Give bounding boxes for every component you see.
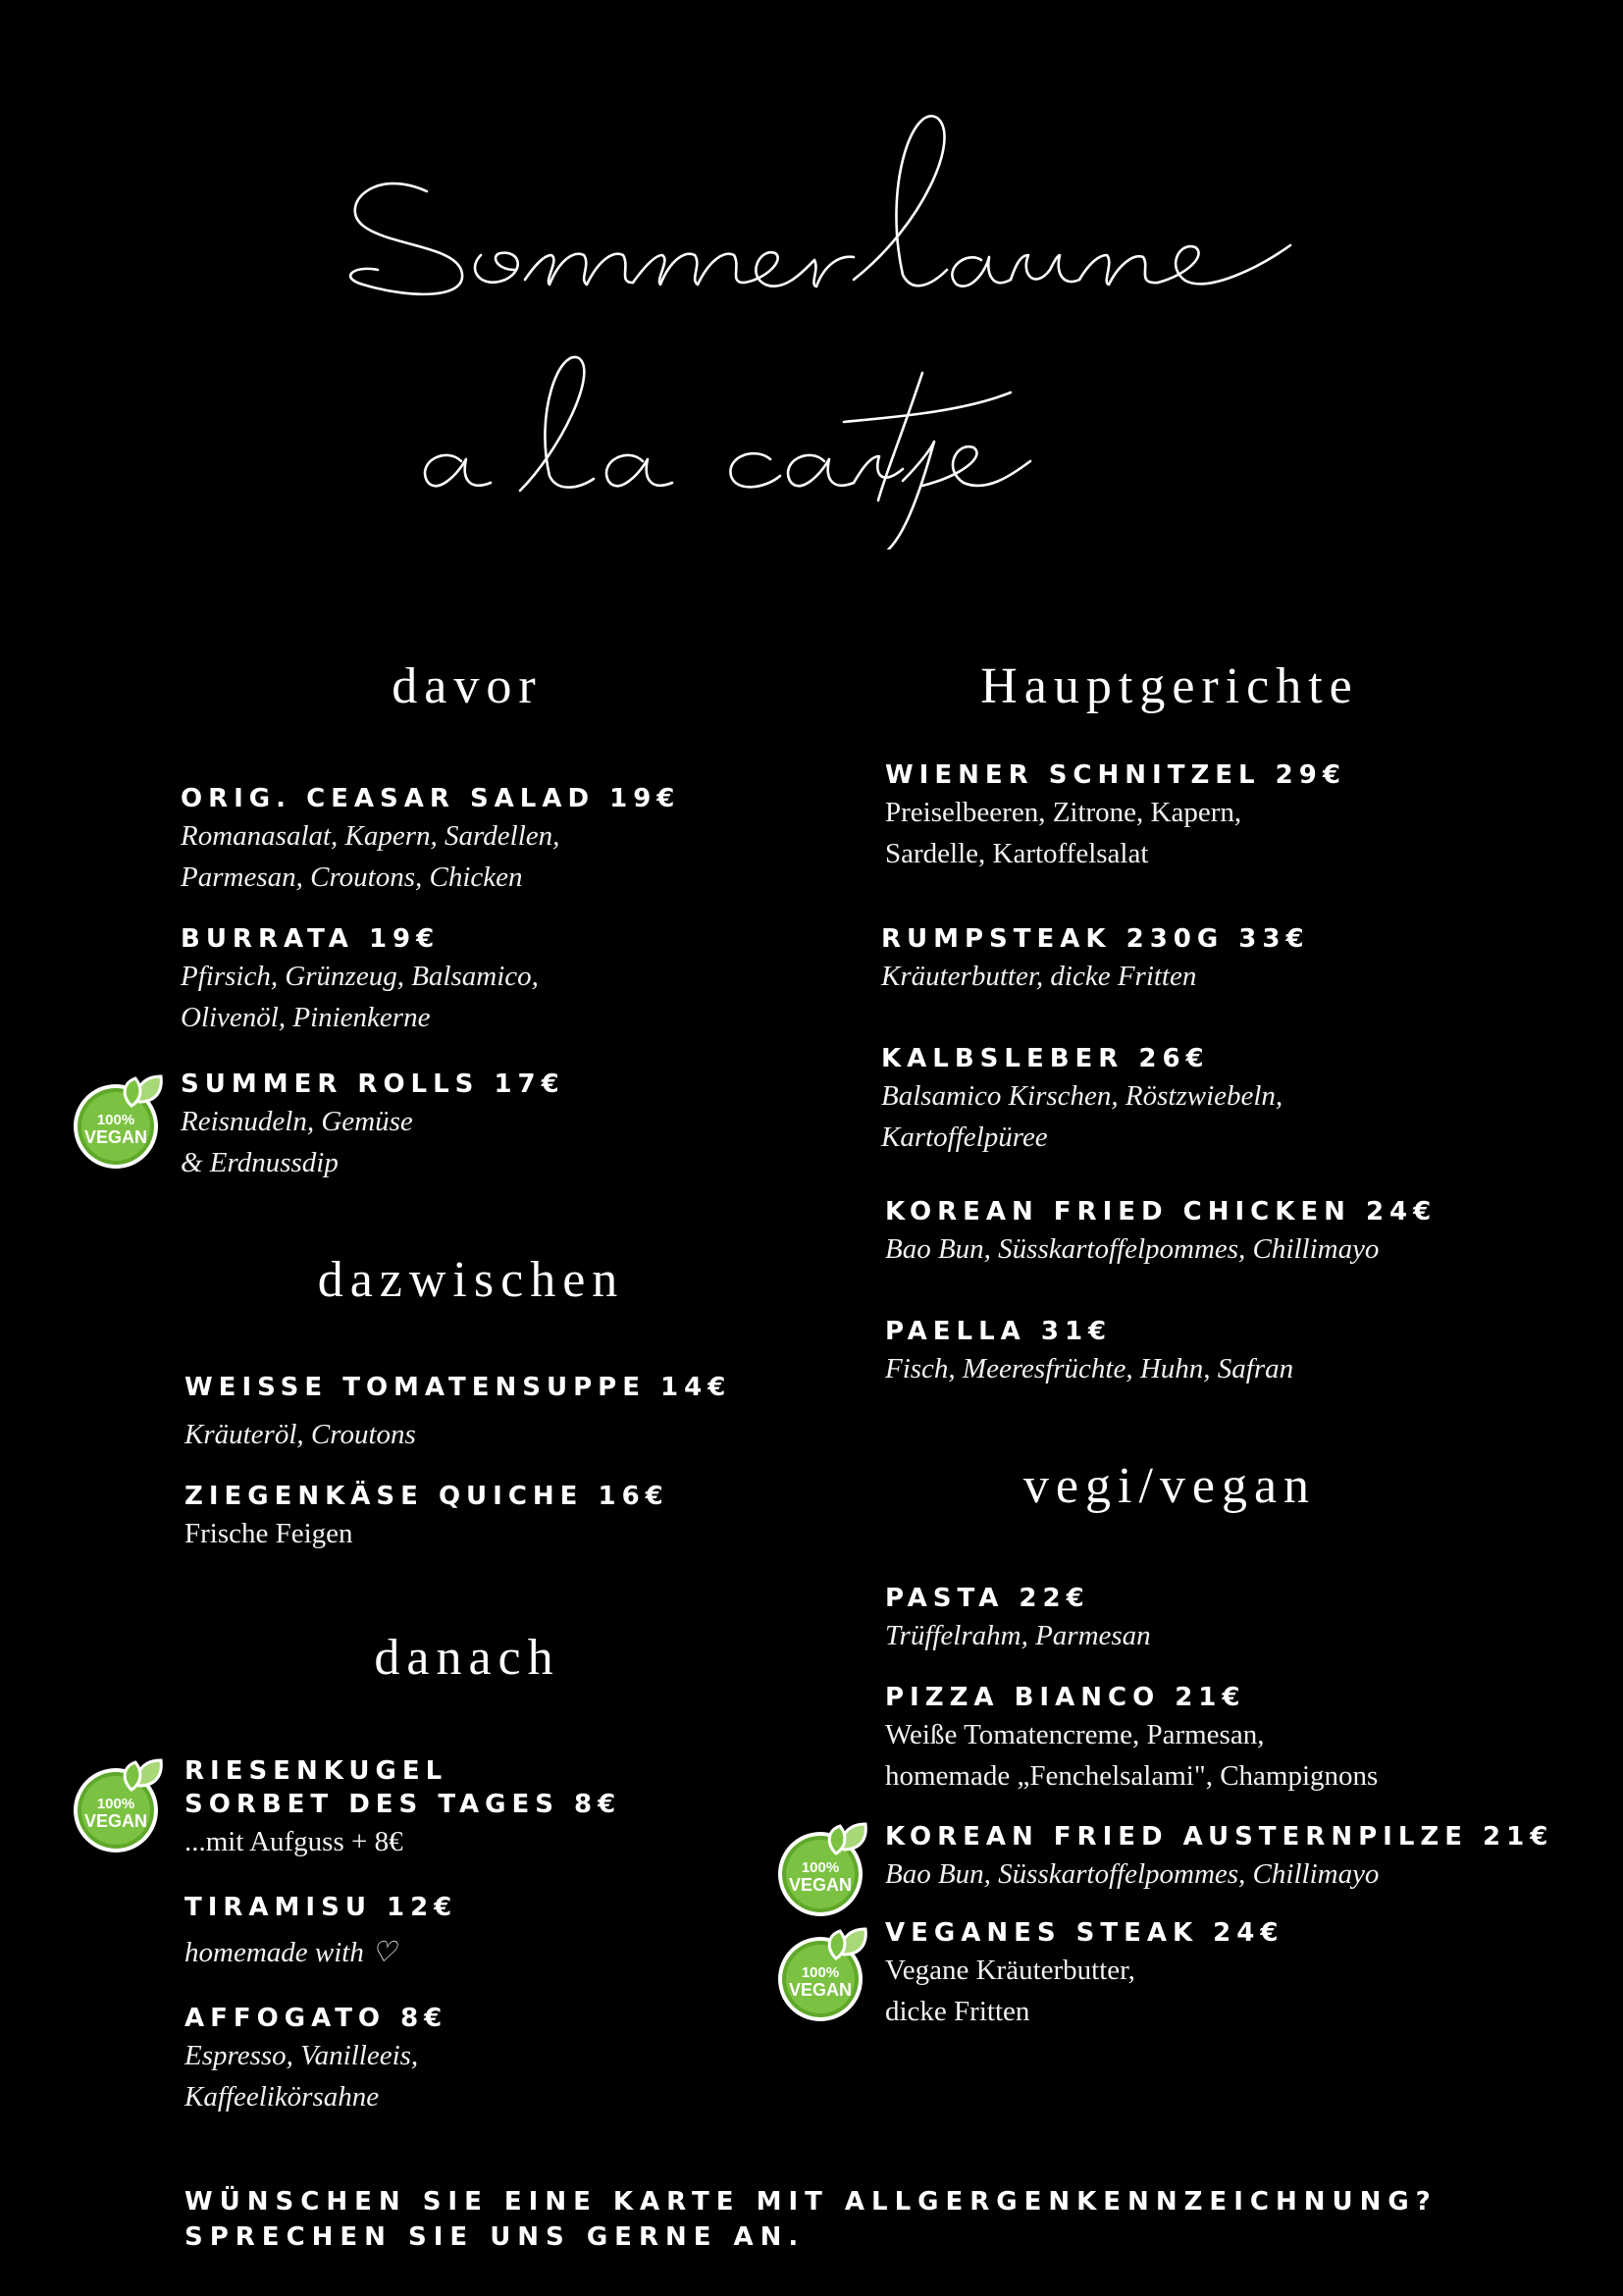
menu-item-paella bbox=[885, 1315, 1623, 1389]
item-description: Kräuterbutter, dicke Fritten bbox=[881, 961, 1197, 992]
item-name: PASTA 22€ bbox=[885, 1584, 1090, 1613]
item-name: BURRATA 19€ bbox=[181, 924, 441, 954]
item-description: ...mit Aufguss + 8€ bbox=[184, 1826, 403, 1857]
item-description: Weiße Tomatencreme, Parmesan, homemade „Fenchelsalami", Champignons bbox=[885, 1719, 1379, 1792]
item-description: Romanasalat, Kapern, Sardellen, Parmesan, Croutons, Chicken bbox=[181, 820, 560, 893]
item-description: Kräuteröl, Croutons bbox=[184, 1419, 416, 1450]
item-description: Trüffelrahm, Parmesan bbox=[885, 1620, 1151, 1651]
vegan-badge-icon bbox=[771, 1925, 873, 2023]
menu-item-korean-fried-chicken bbox=[885, 1195, 1623, 1270]
item-name: AFFOGATO 8€ bbox=[184, 2004, 448, 2033]
svg-text:100%: 100% bbox=[96, 1112, 135, 1128]
item-description: Reisnudeln, Gemüse & Erdnussdip bbox=[181, 1106, 413, 1178]
item-description: Bao Bun, Süsskartoffelpommes, Chillimayo bbox=[885, 1233, 1380, 1265]
item-name: RIESENKUGEL SORBET DES TAGES 8€ bbox=[184, 1756, 622, 1819]
item-description: Vegane Kräuterbutter, dicke Fritten bbox=[885, 1955, 1135, 2027]
svg-text:VEGAN: VEGAN bbox=[83, 1127, 148, 1147]
menu-item-burrata bbox=[181, 922, 926, 1038]
item-description: Espresso, Vanilleeis, Kaffeelikörsahne bbox=[184, 2040, 419, 2113]
svg-text:VEGAN: VEGAN bbox=[788, 1980, 853, 2000]
item-name: KOREAN FRIED CHICKEN 24€ bbox=[885, 1197, 1438, 1226]
item-description: Fisch, Meeresfrüchte, Huhn, Safran bbox=[885, 1353, 1294, 1384]
item-name: ORIG. CEASAR SALAD 19€ bbox=[181, 784, 681, 813]
item-description: homemade with ♡ bbox=[184, 1937, 397, 1968]
allergen-note-line2: SPRECHEN SIE UNS GERNE AN. bbox=[184, 2222, 806, 2252]
svg-text:100%: 100% bbox=[801, 1964, 840, 1981]
menu-item-wiener-schnitzel bbox=[885, 758, 1623, 874]
allergen-note bbox=[184, 2184, 1460, 2255]
section-heading-vegi-vegan: vegi/vegan bbox=[1022, 1458, 1317, 1514]
svg-text:100%: 100% bbox=[96, 1796, 135, 1812]
section-heading-davor: davor bbox=[392, 658, 543, 714]
section-heading-dazwischen: dazwischen bbox=[317, 1252, 625, 1308]
item-name: KALBSLEBER 26€ bbox=[881, 1044, 1210, 1073]
menu-item-kalbsleber bbox=[881, 1042, 1623, 1158]
section-heading-hauptgerichte: Hauptgerichte bbox=[980, 658, 1359, 714]
section-heading-danach: danach bbox=[374, 1630, 560, 1686]
menu-item-rumpsteak bbox=[881, 922, 1623, 997]
menu-item-caesar-salad bbox=[181, 782, 926, 898]
item-name: PIZZA BIANCO 21€ bbox=[885, 1683, 1246, 1712]
svg-text:100%: 100% bbox=[801, 1859, 840, 1876]
item-name: VEGANES STEAK 24€ bbox=[885, 1918, 1284, 1948]
menu-item-tomatensuppe bbox=[184, 1371, 930, 1455]
item-description: Preiselbeeren, Zitrone, Kapern, Sardelle, Kartoffelsalat bbox=[885, 797, 1242, 869]
item-name: KOREAN FRIED AUSTERNPILZE 21€ bbox=[885, 1822, 1554, 1852]
item-description: Bao Bun, Süsskartoffelpommes, Chillimayo bbox=[885, 1858, 1380, 1890]
item-name: WIENER SCHNITZEL 29€ bbox=[885, 760, 1346, 790]
svg-text:VEGAN: VEGAN bbox=[83, 1811, 148, 1831]
menu-item-korean-fried-austernpilze bbox=[885, 1820, 1623, 1895]
menu-item-veganes-steak bbox=[885, 1916, 1623, 2032]
vegan-badge-icon bbox=[67, 1756, 169, 1854]
script-title-lettering bbox=[334, 98, 1315, 549]
item-name: RUMPSTEAK 230G 33€ bbox=[881, 924, 1310, 954]
item-name: SUMMER ROLLS 17€ bbox=[181, 1070, 565, 1099]
menu-item-pizza-bianco bbox=[885, 1681, 1623, 1797]
item-description: Frische Feigen bbox=[184, 1518, 353, 1549]
vegan-badge-icon bbox=[67, 1072, 169, 1171]
item-description: Pfirsich, Grünzeug, Balsamico, Olivenöl, Pinienkerne bbox=[181, 961, 539, 1033]
item-name: ZIEGENKÄSE QUICHE 16€ bbox=[184, 1482, 669, 1511]
item-name: PAELLA 31€ bbox=[885, 1317, 1113, 1346]
item-name: TIRAMISU 12€ bbox=[184, 1893, 458, 1922]
item-description: Balsamico Kirschen, Röstzwiebeln, Kartoffelpüree bbox=[881, 1080, 1283, 1153]
vegan-badge-icon bbox=[771, 1820, 873, 1918]
item-name: WEISSE TOMATENSUPPE 14€ bbox=[184, 1373, 732, 1402]
menu-item-ziegenkaese-quiche bbox=[184, 1480, 930, 1554]
menu-item-summer-rolls bbox=[181, 1068, 926, 1183]
allergen-note-line1: WÜNSCHEN SIE EINE KARTE MIT ALLGERGENKENNZEICHNUNG? bbox=[184, 2187, 1438, 2217]
svg-text:VEGAN: VEGAN bbox=[788, 1875, 853, 1895]
menu-item-pasta bbox=[885, 1582, 1623, 1656]
